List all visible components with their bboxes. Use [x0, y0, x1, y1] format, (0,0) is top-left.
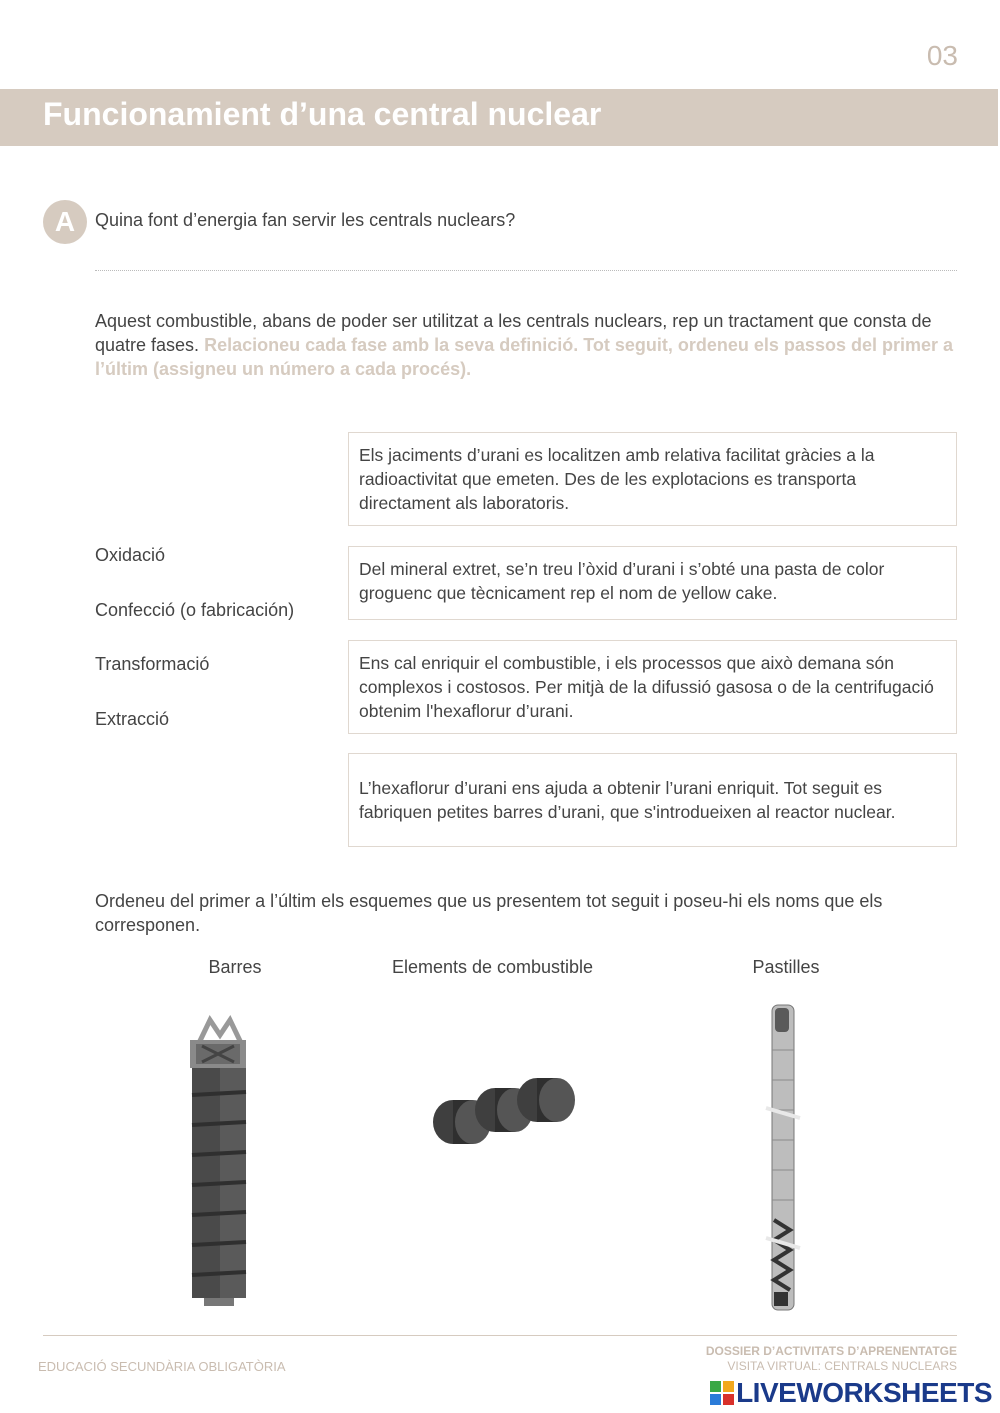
definition-box-4[interactable]: L’hexaflorur d’urani ens ajuda a obtenir l’urani enriquit. Tot seguit es fabriquen petites barres d’urani, que s'introdueixen al reactor nuclear. [348, 753, 957, 847]
fuel-rod-illustration [760, 1000, 810, 1320]
fuel-assembly-illustration [180, 1010, 260, 1310]
term-extraccio[interactable]: Extracció [95, 709, 170, 729]
footer-divider [43, 1335, 957, 1336]
scheme-label-pastilles[interactable]: Pastilles [752, 957, 820, 977]
intro-instruction: Relacioneu cada fase amb la seva definició. Tot seguit, ordeneu els passos del primer a l’últim (assigneu un número a cada procés). [95, 335, 954, 379]
scheme-label-barres[interactable]: Barres [208, 957, 262, 977]
footer-dossier: DOSSIER D’ACTIVITATS D’APRENENTATGE [705, 1344, 957, 1358]
answer-line[interactable] [95, 270, 957, 271]
definition-box-1[interactable]: Els jaciments d’urani es localitzen amb relativa facilitat gràcies a la radioactivitat que emeten. Des de les explotacions es transporta directament als laboratoris. [348, 432, 957, 526]
section-badge: A [43, 200, 87, 244]
footer-visita: VISITA VIRTUAL: CENTRALS NUCLEARS [727, 1359, 957, 1373]
brand-text: LIVEWORKSHEETS [736, 1377, 992, 1408]
order-instruction: Ordeneu del primer a l’últim els esquemes que us presentem tot seguit i poseu-hi els noms que els corresponen. [95, 891, 883, 935]
liveworksheets-logo[interactable] [710, 1377, 992, 1409]
page-number: 03 [926, 40, 958, 71]
fuel-pellets-illustration [425, 1070, 575, 1155]
term-confeccio[interactable]: Confecció (o fabricación) [95, 600, 295, 620]
footer-left: EDUCACIÓ SECUNDÀRIA OBLIGATÒRIA [38, 1359, 286, 1374]
liveworksheets-icon [710, 1381, 734, 1405]
question-text: Quina font d’energia fan servir les centrals nuclears? [95, 210, 516, 230]
term-oxidacio[interactable]: Oxidació [95, 545, 166, 565]
definition-box-2[interactable]: Del mineral extret, se’n treu l’òxid d’urani i s’obté una pasta de color groguenc que tècnicament rep el nom de yellow cake. [348, 546, 957, 620]
term-transformacio[interactable]: Transformació [95, 654, 210, 674]
scheme-label-elements[interactable]: Elements de combustible [391, 957, 594, 977]
page-title: Funcionamient d’una central nuclear [43, 96, 602, 132]
intro-paragraph [95, 309, 957, 381]
definition-box-3[interactable]: Ens cal enriquir el combustible, i els processos que això demana són complexos i costosos. Per mitjà de la difussió gasosa o de la centrifugació obtenim l'hexaflorur d’urani. [348, 640, 957, 734]
intro-text: Aquest combustible, abans de poder ser utilitzat a les centrals nuclears, rep un tractament que consta de quatre fases. [95, 311, 932, 355]
